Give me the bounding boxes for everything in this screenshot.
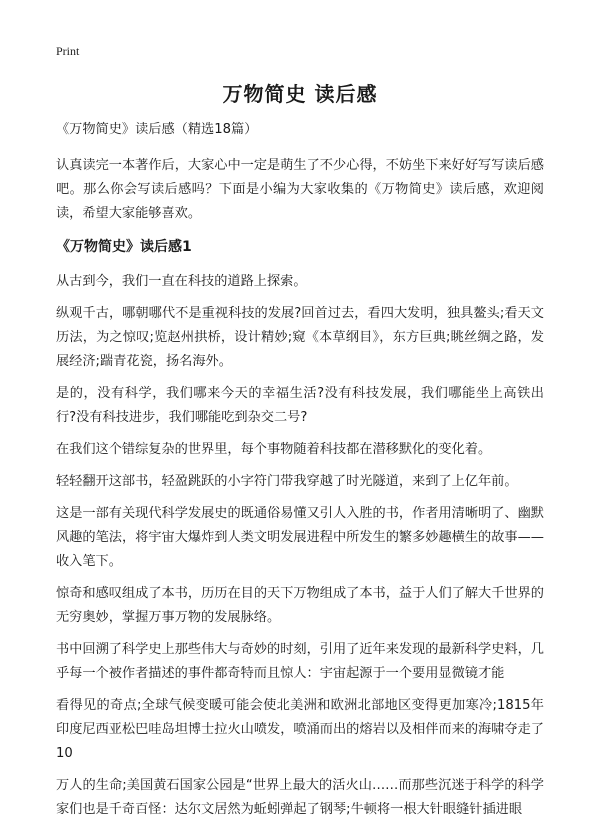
page-title: 万物简史 读后感 (222, 82, 378, 106)
paragraph: 纵观千古，哪朝哪代不是重视科技的发展?回首过去，看四大发明，独具鳌头;看天文历法，为之惊叹;览赵州拱桥，设计精妙;窥《本草纲目》，东方巨典;眺丝绸之路，发展经济;踹青花瓷，扬名海外。 (56, 306, 544, 369)
paragraph: 这是一部有关现代科学发展史的既通俗易懂又引人入胜的书，作者用清晰明了、幽默风趣的笔法，将宇宙大爆炸到人类文明发展进程中所发生的繁多妙趣横生的故事——收入笔下。 (56, 506, 544, 569)
paragraph: 在我们这个错综复杂的世界里，每个事物随着科技都在潜移默化的变化着。 (56, 442, 492, 457)
paragraph: 看得见的奇点;全球气候变暖可能会使北美洲和欧洲北部地区变得更加寒冷;1815年印度尼西亚松巴哇岛坦博士拉火山喷发，喷涌而出的熔岩以及相伴而来的海啸夺走了10 (56, 698, 544, 761)
paragraph: 从古到今，我们一直在科技的道路上探索。 (56, 274, 307, 289)
paragraph: 万人的生命;美国黄石国家公园是“世界上最大的活火山……而那些沉迷于科学的科学家们也是千奇百怪：达尔文居然为蚯蚓弹起了钢琴;牛顿将一根大针眼缝针插进眼 (56, 778, 544, 817)
intro-paragraph: 认真读完一本著作后，大家心中一定是萌生了不少心得，不妨坐下来好好写写读后感吧。那么你会写读后感吗？下面是小编为大家收集的《万物简史》读后感，欢迎阅读，希望大家能够喜欢。 (56, 158, 544, 221)
article-body (56, 118, 544, 830)
article-subtitle: 《万物简史》读后感（精选18篇） (56, 122, 258, 137)
paragraph: 是的，没有科学，我们哪来今天的幸福生活?没有科技发展，我们哪能坐上高铁出行?没有科技进步，我们哪能吃到杂交二号? (56, 386, 544, 425)
paragraph: 轻轻翻开这部书，轻盈跳跃的小字符门带我穿越了时光隧道，来到了上亿年前。 (56, 474, 518, 489)
paragraph: 惊奇和感叹组成了本书，历历在目的天下万物组成了本书，益于人们了解大千世界的无穷奥妙，掌握万事万物的发展脉络。 (56, 586, 544, 625)
print-link[interactable]: Print (56, 44, 80, 58)
paragraph: 书中回溯了科学史上那些伟大与奇妙的时刻，引用了近年来发现的最新科学史料，几乎每一个被作者描述的事件都奇特而且惊人：宇宙起源于一个要用显微镜才能 (56, 642, 544, 681)
section-heading: 《万物简史》读后感1 (56, 239, 192, 255)
